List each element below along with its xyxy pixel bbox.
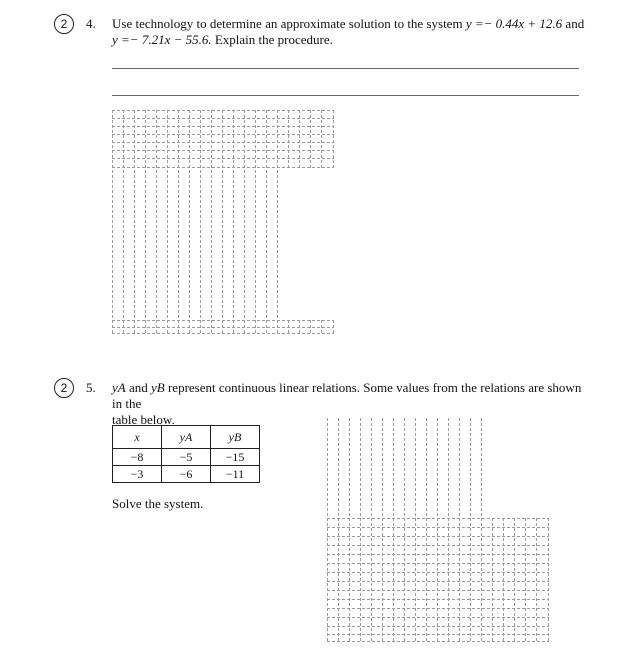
q4-equation-2: y =− 7.21x − 55.6. xyxy=(112,32,212,47)
header-x: x xyxy=(113,426,162,449)
table-row xyxy=(113,466,260,483)
marks-badge-q4: 2 xyxy=(54,14,74,34)
question-number-q5: 5. xyxy=(86,380,96,395)
q5-conjunction: and xyxy=(128,380,148,395)
q5-description-2: table below. xyxy=(112,412,175,427)
header-yb: yB xyxy=(211,426,260,449)
graph-grid-q4[interactable] xyxy=(112,110,334,334)
table-cell: −11 xyxy=(211,466,260,483)
table-row xyxy=(113,449,260,466)
q4-equation-1: y =− 0.44x + 12.6 xyxy=(465,16,563,31)
table-header-row xyxy=(113,426,260,449)
table-cell: −8 xyxy=(113,449,162,466)
q4-instruction: Explain the procedure. xyxy=(214,32,333,47)
table-cell: −3 xyxy=(113,466,162,483)
solve-instruction: Solve the system. xyxy=(112,496,204,511)
question-number-q4: 4. xyxy=(86,16,96,31)
answer-line-1[interactable] xyxy=(112,68,579,69)
q5-description: represent continuous linear relations. Some values from the relations are shown in the xyxy=(112,380,582,411)
table-cell: −6 xyxy=(162,466,211,483)
question-text-q4 xyxy=(112,16,592,48)
q5-var-b: yB xyxy=(151,380,165,395)
q5-var-a: yA xyxy=(112,380,126,395)
q4-intro: Use technology to determine an approximate solution to the system xyxy=(112,16,463,31)
header-ya: yA xyxy=(162,426,211,449)
graph-grid-q5[interactable] xyxy=(327,418,549,642)
answer-line-2[interactable] xyxy=(112,95,579,96)
marks-badge-q5: 2 xyxy=(54,378,74,398)
table-cell: −15 xyxy=(211,449,260,466)
q4-conjunction: and xyxy=(565,16,585,31)
table-cell: −5 xyxy=(162,449,211,466)
values-table xyxy=(112,425,260,483)
